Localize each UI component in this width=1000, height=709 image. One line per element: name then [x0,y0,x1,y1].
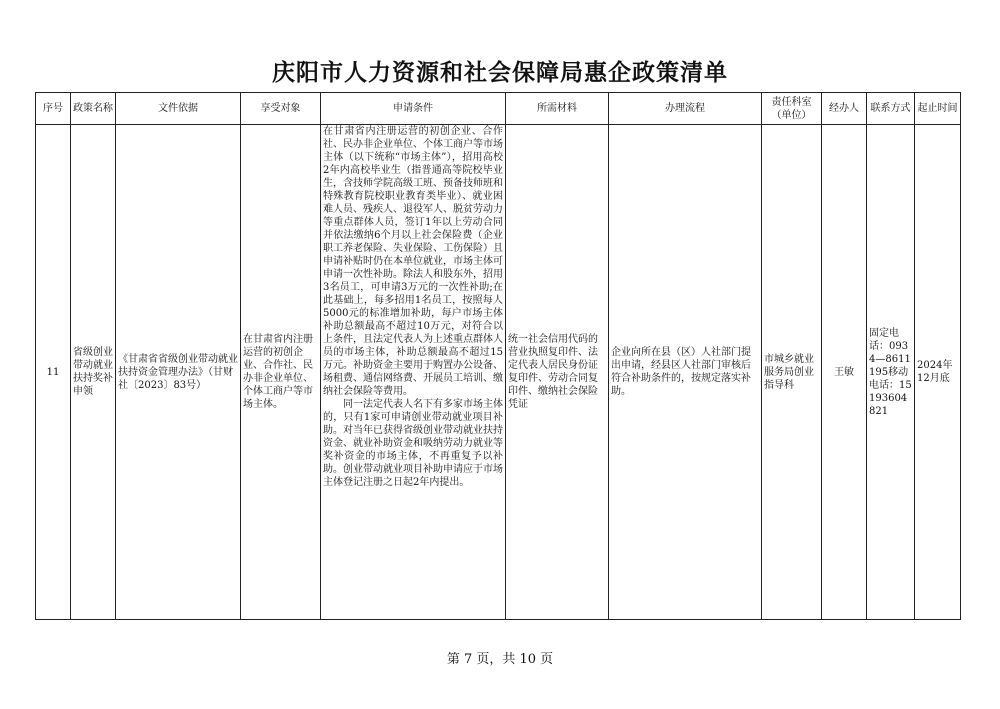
cell-dept: 市城乡就业服务局创业指导科 [762,125,822,620]
cell-target: 在甘肃省内注册运营的初创企业、合作社、民办非企业单位、个体工商户等市场主体。 [241,125,321,620]
conditions-paragraph-2: 同一法定代表人名下有多家市场主体的，只有1家可申请创业带动就业项目补助。对当年已获得省级创业带动就业扶持资金、就业补助资金和吸纳劳动力就业等奖补资金的市场主体，不再重复予以补助。创业带动就业项目补助申请应于市场主体登记注册之日起2年内提出。 [323,399,503,488]
header-conditions: 申请条件 [321,93,506,125]
header-period: 起止时间 [915,93,961,125]
cell-contact: 固定电话：0934—8611195移动电话：15193604821 [867,125,915,620]
table-row [36,125,961,620]
header-target: 享受对象 [241,93,321,125]
header-dept: 责任科室（单位） [762,93,822,125]
header-handler: 经办人 [822,93,867,125]
header-materials: 所需材料 [506,93,609,125]
cell-basis: 《甘肃省省级创业带动就业扶持资金管理办法》（甘财社〔2023〕83号） [116,125,241,620]
page-title: 庆阳市人力资源和社会保障局惠企政策清单 [272,59,728,86]
header-policy-name: 政策名称 [71,93,116,125]
header-seq: 序号 [36,93,71,125]
header-basis: 文件依据 [116,93,241,125]
policy-table [35,92,961,620]
cell-process: 企业向所在县（区）人社部门提出申请，经县区人社部门审核后符合补助条件的，按规定落实补助。 [609,125,762,620]
cell-seq: 11 [36,125,71,620]
table-header-row [36,93,961,125]
cell-policy-name: 省级创业带动就业扶持奖补申领 [71,125,116,620]
cell-period: 2024年12月底 [915,125,961,620]
header-contact: 联系方式 [867,93,915,125]
page-footer: 第 7 页，共 10 页 [446,652,554,667]
header-process: 办理流程 [609,93,762,125]
cell-handler: 王敏 [822,125,867,620]
cell-conditions [321,125,506,620]
conditions-paragraph-1: 在甘肃省内注册运营的初创企业、合作社、民办非企业单位、个体工商户等市场主体（以下统称“市场主体”），招用高校2年内高校毕业生（指普通高等院校毕业生，含技师学院高级工班、预备技师班和特殊教育院校职业教育类毕业）、就业困难人员、残疾人、退役军人、脱贫劳动力等重点群体人员，签订1年以上劳动合同并依法缴纳6个月以上社会保险费（企业职工养老保险、失业保险、工伤保险）且申请补贴时仍在本单位就业，市场主体可申请一次性补助。除法人和股东外，招用3名员工，可申请3万元的一次性补助;在此基础上，每多招用1名员工，按照每人5000元的标准增加补助，每户市场主体补助总额最高不超过10万元，对符合以上条件，且法定代表人为上述重点群体人员的市场主体，补助总额最高不超过15万元。补助资金主要用于购置办公设备、场租费、通信网络费、开展员工培训、缴纳社会保险等费用。 [323,126,503,397]
cell-materials: 统一社会信用代码的营业执照复印件、法定代表人居民身份证复印件、劳动合同复印件、缴纳社会保险凭证 [506,125,609,620]
